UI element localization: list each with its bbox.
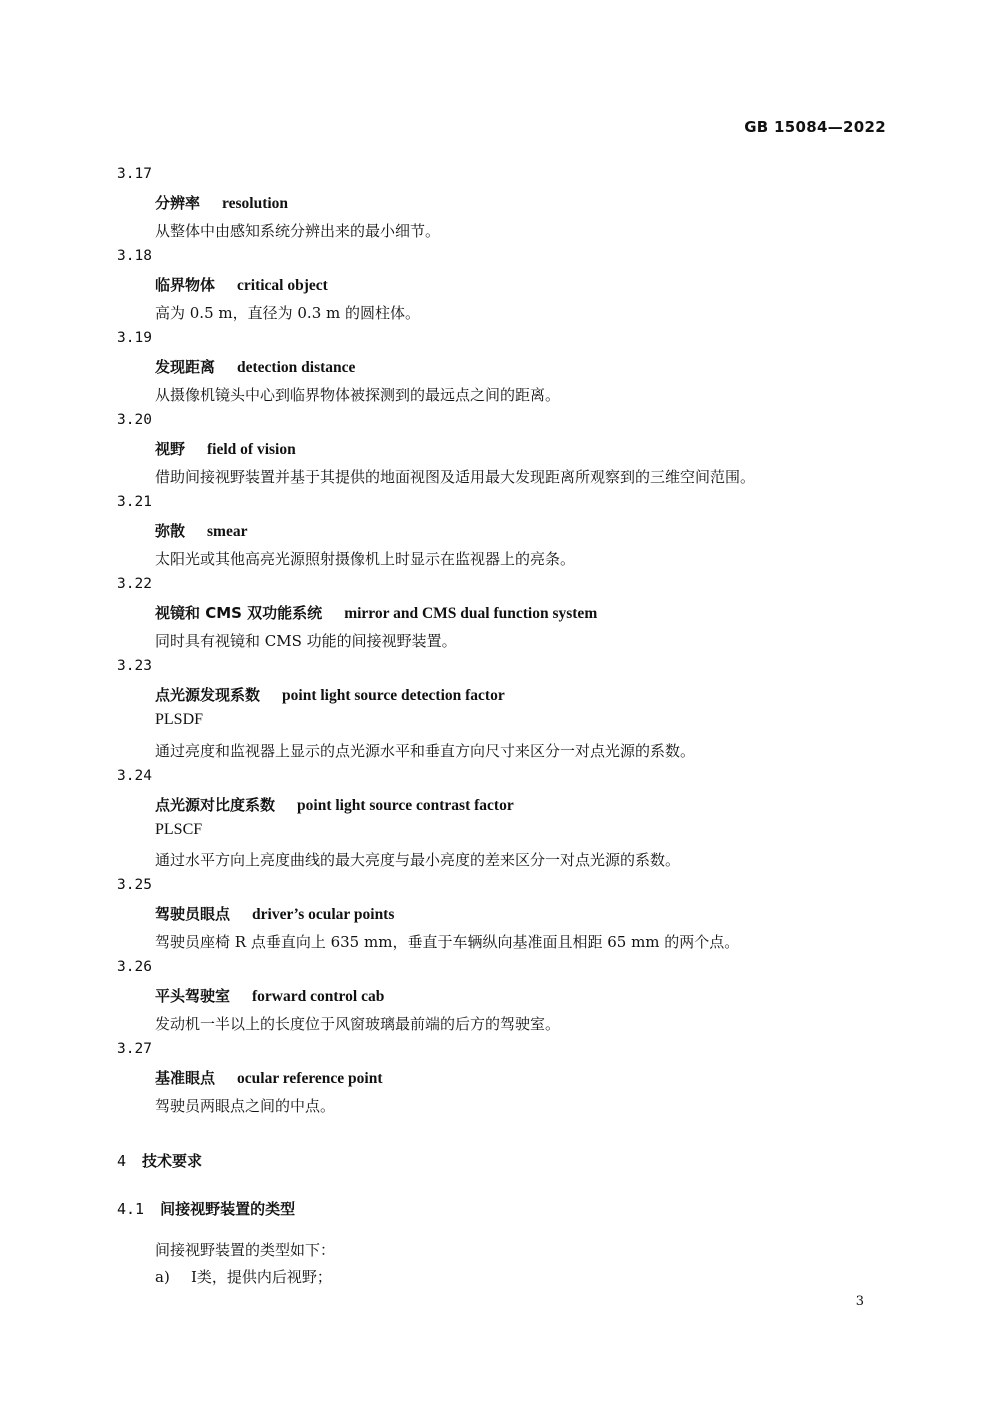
subsection-intro: 间接视野装置的类型如下： [155,1241,336,1259]
term-zh: 视镜和 CMS 双功能系统 [155,604,323,622]
term-en: smear [207,523,248,540]
term-en: forward control cab [252,988,385,1005]
term-definition: 借助间接视野装置并基于其提供的地面视图及适用最大发现距离所观察到的三维空间范围。 [155,468,756,486]
clause-number: 3.24 [117,768,152,784]
section-heading [117,1150,202,1171]
term-zh: 分辨率 [155,194,201,212]
term-heading [155,794,514,815]
term-abbreviation: PLSCF [155,821,203,838]
term-en: mirror and CMS dual function system [344,605,598,622]
clause-number: 3.22 [117,576,152,592]
term-heading [155,1067,383,1088]
list-item-text: Ⅰ类，提供内后视野； [191,1268,332,1286]
term-en: ocular reference point [237,1070,383,1087]
term-heading [155,602,597,623]
term-zh: 点光源对比度系数 [155,796,276,814]
term-definition: 发动机一半以上的长度位于风窗玻璃最前端的后方的驾驶室。 [155,1015,561,1033]
term-abbreviation: PLSDF [155,711,204,728]
term-heading [155,438,296,459]
term-definition: 通过亮度和监视器上显示的点光源水平和垂直方向尺寸来区分一对点光源的系数。 [155,742,696,760]
term-en: point light source contrast factor [297,797,514,814]
standard-number-header: GB 15084—2022 [744,118,886,136]
term-en: resolution [222,195,289,212]
term-definition: 太阳光或其他高亮光源照射摄像机上时显示在监视器上的亮条。 [155,550,576,568]
clause-number: 3.26 [117,959,152,975]
term-en: driver’s ocular points [252,906,395,923]
clause-number: 3.27 [117,1041,152,1057]
clause-number: 3.17 [117,166,152,182]
term-heading [155,274,328,295]
page-number: 3 [855,1294,864,1309]
term-definition: 高为 0.5 m，直径为 0.3 m 的圆柱体。 [155,304,420,322]
clause-number: 3.25 [117,877,152,893]
term-definition: 同时具有视镜和 CMS 功能的间接视野装置。 [155,632,457,650]
term-heading [155,903,394,924]
term-zh: 发现距离 [155,358,216,376]
term-zh: 平头驾驶室 [155,987,231,1005]
clause-number: 3.23 [117,658,152,674]
subsection-number: 4.1 [117,1200,145,1218]
term-heading [155,985,384,1006]
list-item-marker: a) [155,1268,170,1286]
term-en: detection distance [237,359,356,376]
list-item [155,1266,332,1287]
term-en: point light source detection factor [282,687,505,704]
term-definition: 通过水平方向上亮度曲线的最大亮度与最小亮度的差来区分一对点光源的系数。 [155,851,681,869]
term-zh: 临界物体 [155,276,216,294]
term-definition: 从摄像机镜头中心到临界物体被探测到的最远点之间的距离。 [155,386,561,404]
term-heading [155,356,355,377]
clause-number: 3.21 [117,494,152,510]
term-zh: 点光源发现系数 [155,686,261,704]
term-heading [155,520,247,541]
term-en: critical object [237,277,328,294]
clause-number: 3.19 [117,330,152,346]
section-title: 技术要求 [142,1152,203,1170]
term-zh: 视野 [155,440,186,458]
subsection-heading [117,1198,295,1219]
clause-number: 3.18 [117,248,152,264]
term-zh: 弥散 [155,522,186,540]
subsection-title: 间接视野装置的类型 [160,1200,296,1218]
term-heading [155,192,288,213]
term-zh: 驾驶员眼点 [155,905,231,923]
term-definition: 驾驶员座椅 R 点垂直向上 635 mm，垂直于车辆纵向基准面且相距 65 mm 的两个点。 [155,933,740,951]
section-number: 4 [117,1152,127,1170]
term-zh: 基准眼点 [155,1069,216,1087]
term-definition: 从整体中由感知系统分辨出来的最小细节。 [155,222,441,240]
term-en: field of vision [207,441,296,458]
clause-number: 3.20 [117,412,152,428]
term-heading [155,684,505,705]
term-definition: 驾驶员两眼点之间的中点。 [155,1097,336,1115]
